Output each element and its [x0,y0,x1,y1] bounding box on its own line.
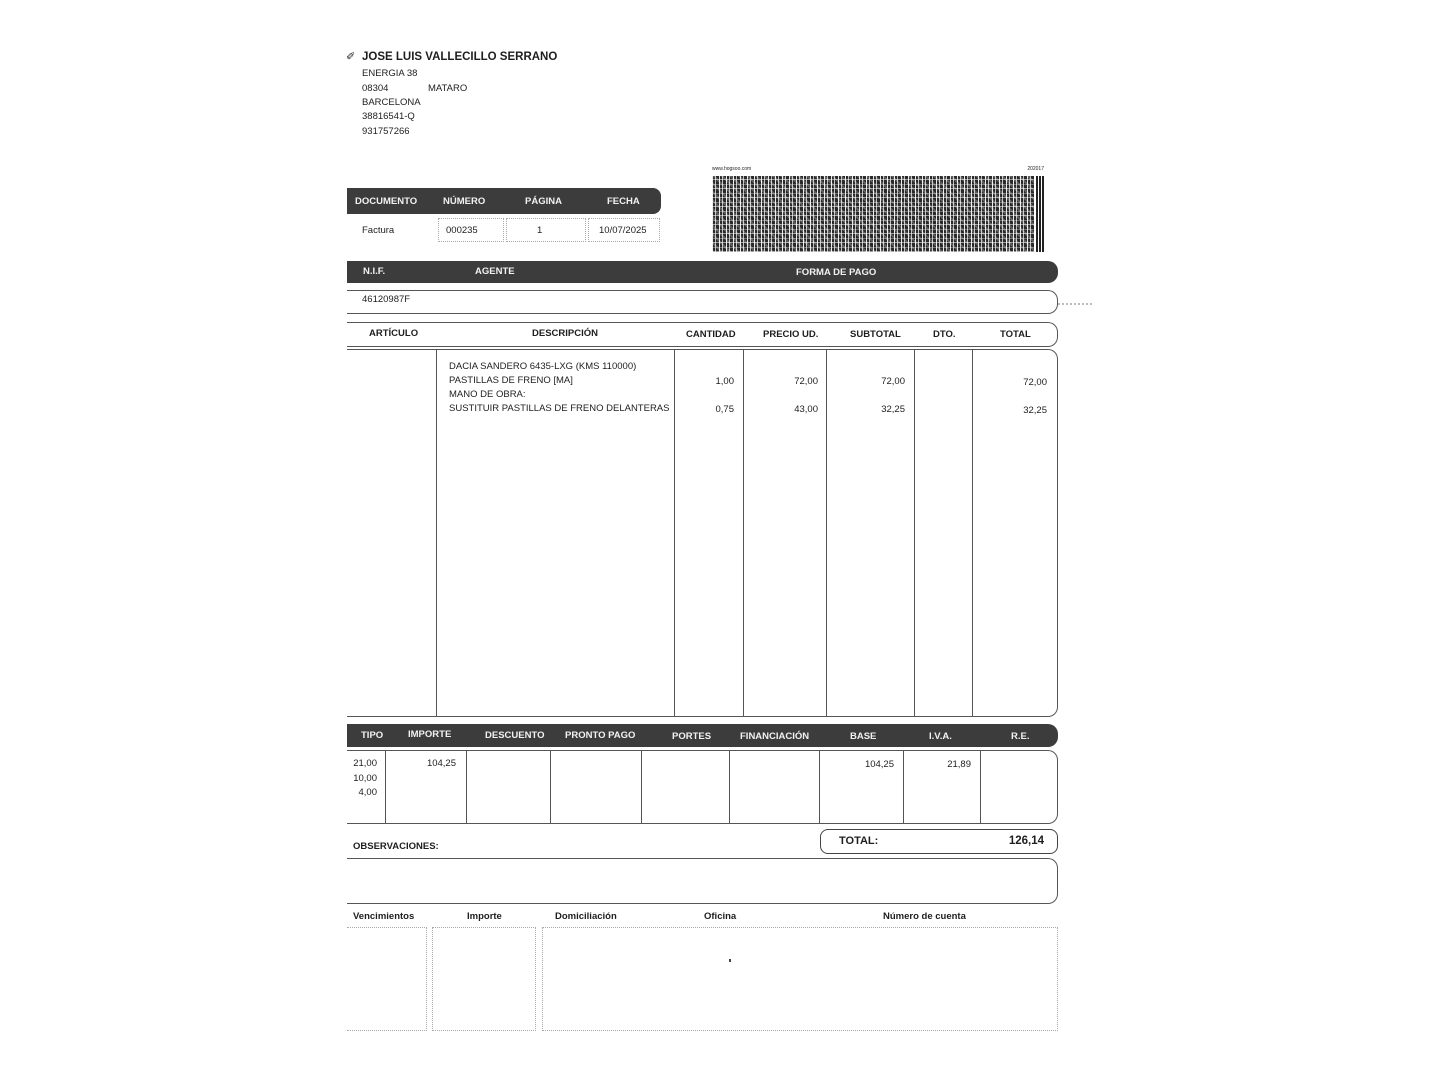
tax-col-tipo-label: TIPO [361,730,384,741]
line-total: 32,25 [1023,405,1047,416]
tax-iva-value: 21,89 [947,759,971,770]
observations-label: OBSERVACIONES: [353,841,439,852]
scan-dot [729,959,731,962]
bank-details-box [542,927,1058,1031]
col-divider [674,350,675,716]
tax-col-financiacion-label: FINANCIACIÓN [740,731,810,742]
tax-header-bar [347,724,1058,747]
page-number-value: 1 [537,225,543,236]
tax-importe-value: 104,25 [426,758,456,769]
col-divider [914,350,915,716]
observations-box [347,858,1058,904]
date-value: 10/07/2025 [599,225,647,236]
tax-rate: 21,00 [353,758,377,769]
client-values-row [347,290,1058,314]
col-divider [385,751,386,823]
signature-mark-icon: ✐ [346,51,356,63]
col-divider [436,350,437,716]
col-descripcion-label: DESCRIPCIÓN [532,328,598,339]
barcode-edge-bars [1036,176,1044,252]
line-subtotal: 32,25 [881,404,905,415]
agent-label: AGENTE [475,266,515,277]
col-articulo-label: ARTÍCULO [369,328,419,339]
line-quantity: 1,00 [715,376,734,387]
col-divider [466,751,467,823]
issuer-postal-code: 08304 [362,83,389,94]
total-value: 126,14 [1008,835,1044,847]
tax-col-portes-label: PORTES [672,731,712,742]
payment-amount-label: Importe [467,911,502,922]
barcode-area [712,166,1044,254]
col-divider [903,751,904,823]
payment-amount-box [432,927,536,1031]
line-total: 72,00 [1023,377,1047,388]
barcode-right-text: 202017 [1027,166,1044,172]
account-number-label: Número de cuenta [883,911,966,922]
line-unit-price: 43,00 [794,404,818,415]
tax-rate: 10,00 [353,773,377,784]
tax-col-descuento-label: DESCUENTO [485,730,545,741]
lines-table-header [347,322,1058,347]
line-description: PASTILLAS DE FRENO [MA] [449,375,573,386]
total-box [820,829,1058,854]
col-cantidad-label: CANTIDAD [686,329,736,340]
line-quantity: 0,75 [715,404,734,415]
col-precio-label: PRECIO UD. [763,329,819,340]
col-divider [972,350,973,716]
document-label: DOCUMENTO [355,196,418,207]
col-divider [729,751,730,823]
document-type-value: Factura [362,225,395,236]
bank-domicile-label: Domiciliación [555,911,617,922]
number-label: NÚMERO [443,196,486,207]
col-divider [743,350,744,716]
tax-col-importe-label: IMPORTE [408,729,452,740]
col-divider [819,751,820,823]
date-label: FECHA [607,196,640,207]
line-description: DACIA SANDERO 6435-LXG (KMS 110000) [449,361,637,372]
col-divider [980,751,981,823]
col-divider [550,751,551,823]
issuer-name: JOSE LUIS VALLECILLO SERRANO [362,51,558,63]
tax-col-iva-label: I.V.A. [929,731,952,742]
line-subtotal: 72,00 [881,376,905,387]
tax-col-pronto-pago-label: PRONTO PAGO [565,730,636,741]
col-subtotal-label: SUBTOTAL [850,329,901,340]
col-total-label: TOTAL [1000,329,1031,340]
client-nif-value: 46120987F [362,294,411,305]
due-dates-label: Vencimientos [353,911,415,922]
line-unit-price: 72,00 [794,376,818,387]
tax-rate: 4,00 [358,787,377,798]
issuer-phone: 931757266 [362,126,410,137]
document-number-value: 000235 [446,225,478,236]
issuer-tax-id: 38816541-Q [362,111,415,122]
tax-col-base-label: BASE [850,731,877,742]
branch-label: Oficina [704,911,737,922]
col-divider [826,350,827,716]
total-label: TOTAL: [839,835,879,847]
col-dto-label: DTO. [933,329,956,340]
payment-method-label: FORMA DE PAGO [796,267,877,278]
issuer-province: BARCELONA [362,97,421,108]
col-divider [641,751,642,823]
barcode-left-text: www.hogsoo.com [712,166,752,172]
barcode-image [712,176,1034,252]
due-dates-box [347,927,427,1031]
tax-col-re-label: R.E. [1011,731,1030,742]
issuer-address: ENERGIA 38 [362,68,418,79]
page-cell [506,218,586,242]
nif-label: N.I.F. [363,266,386,277]
line-description: SUSTITUIR PASTILLAS DE FRENO DELANTERAS [449,403,670,414]
client-header-bar [347,261,1058,283]
tax-base-value: 104,25 [864,759,894,770]
scan-artifact-line [1058,303,1092,305]
line-description: MANO DE OBRA: [449,389,526,400]
issuer-city: MATARO [428,83,468,94]
page-label: PÁGINA [525,196,562,207]
document-header-bar [347,188,661,214]
